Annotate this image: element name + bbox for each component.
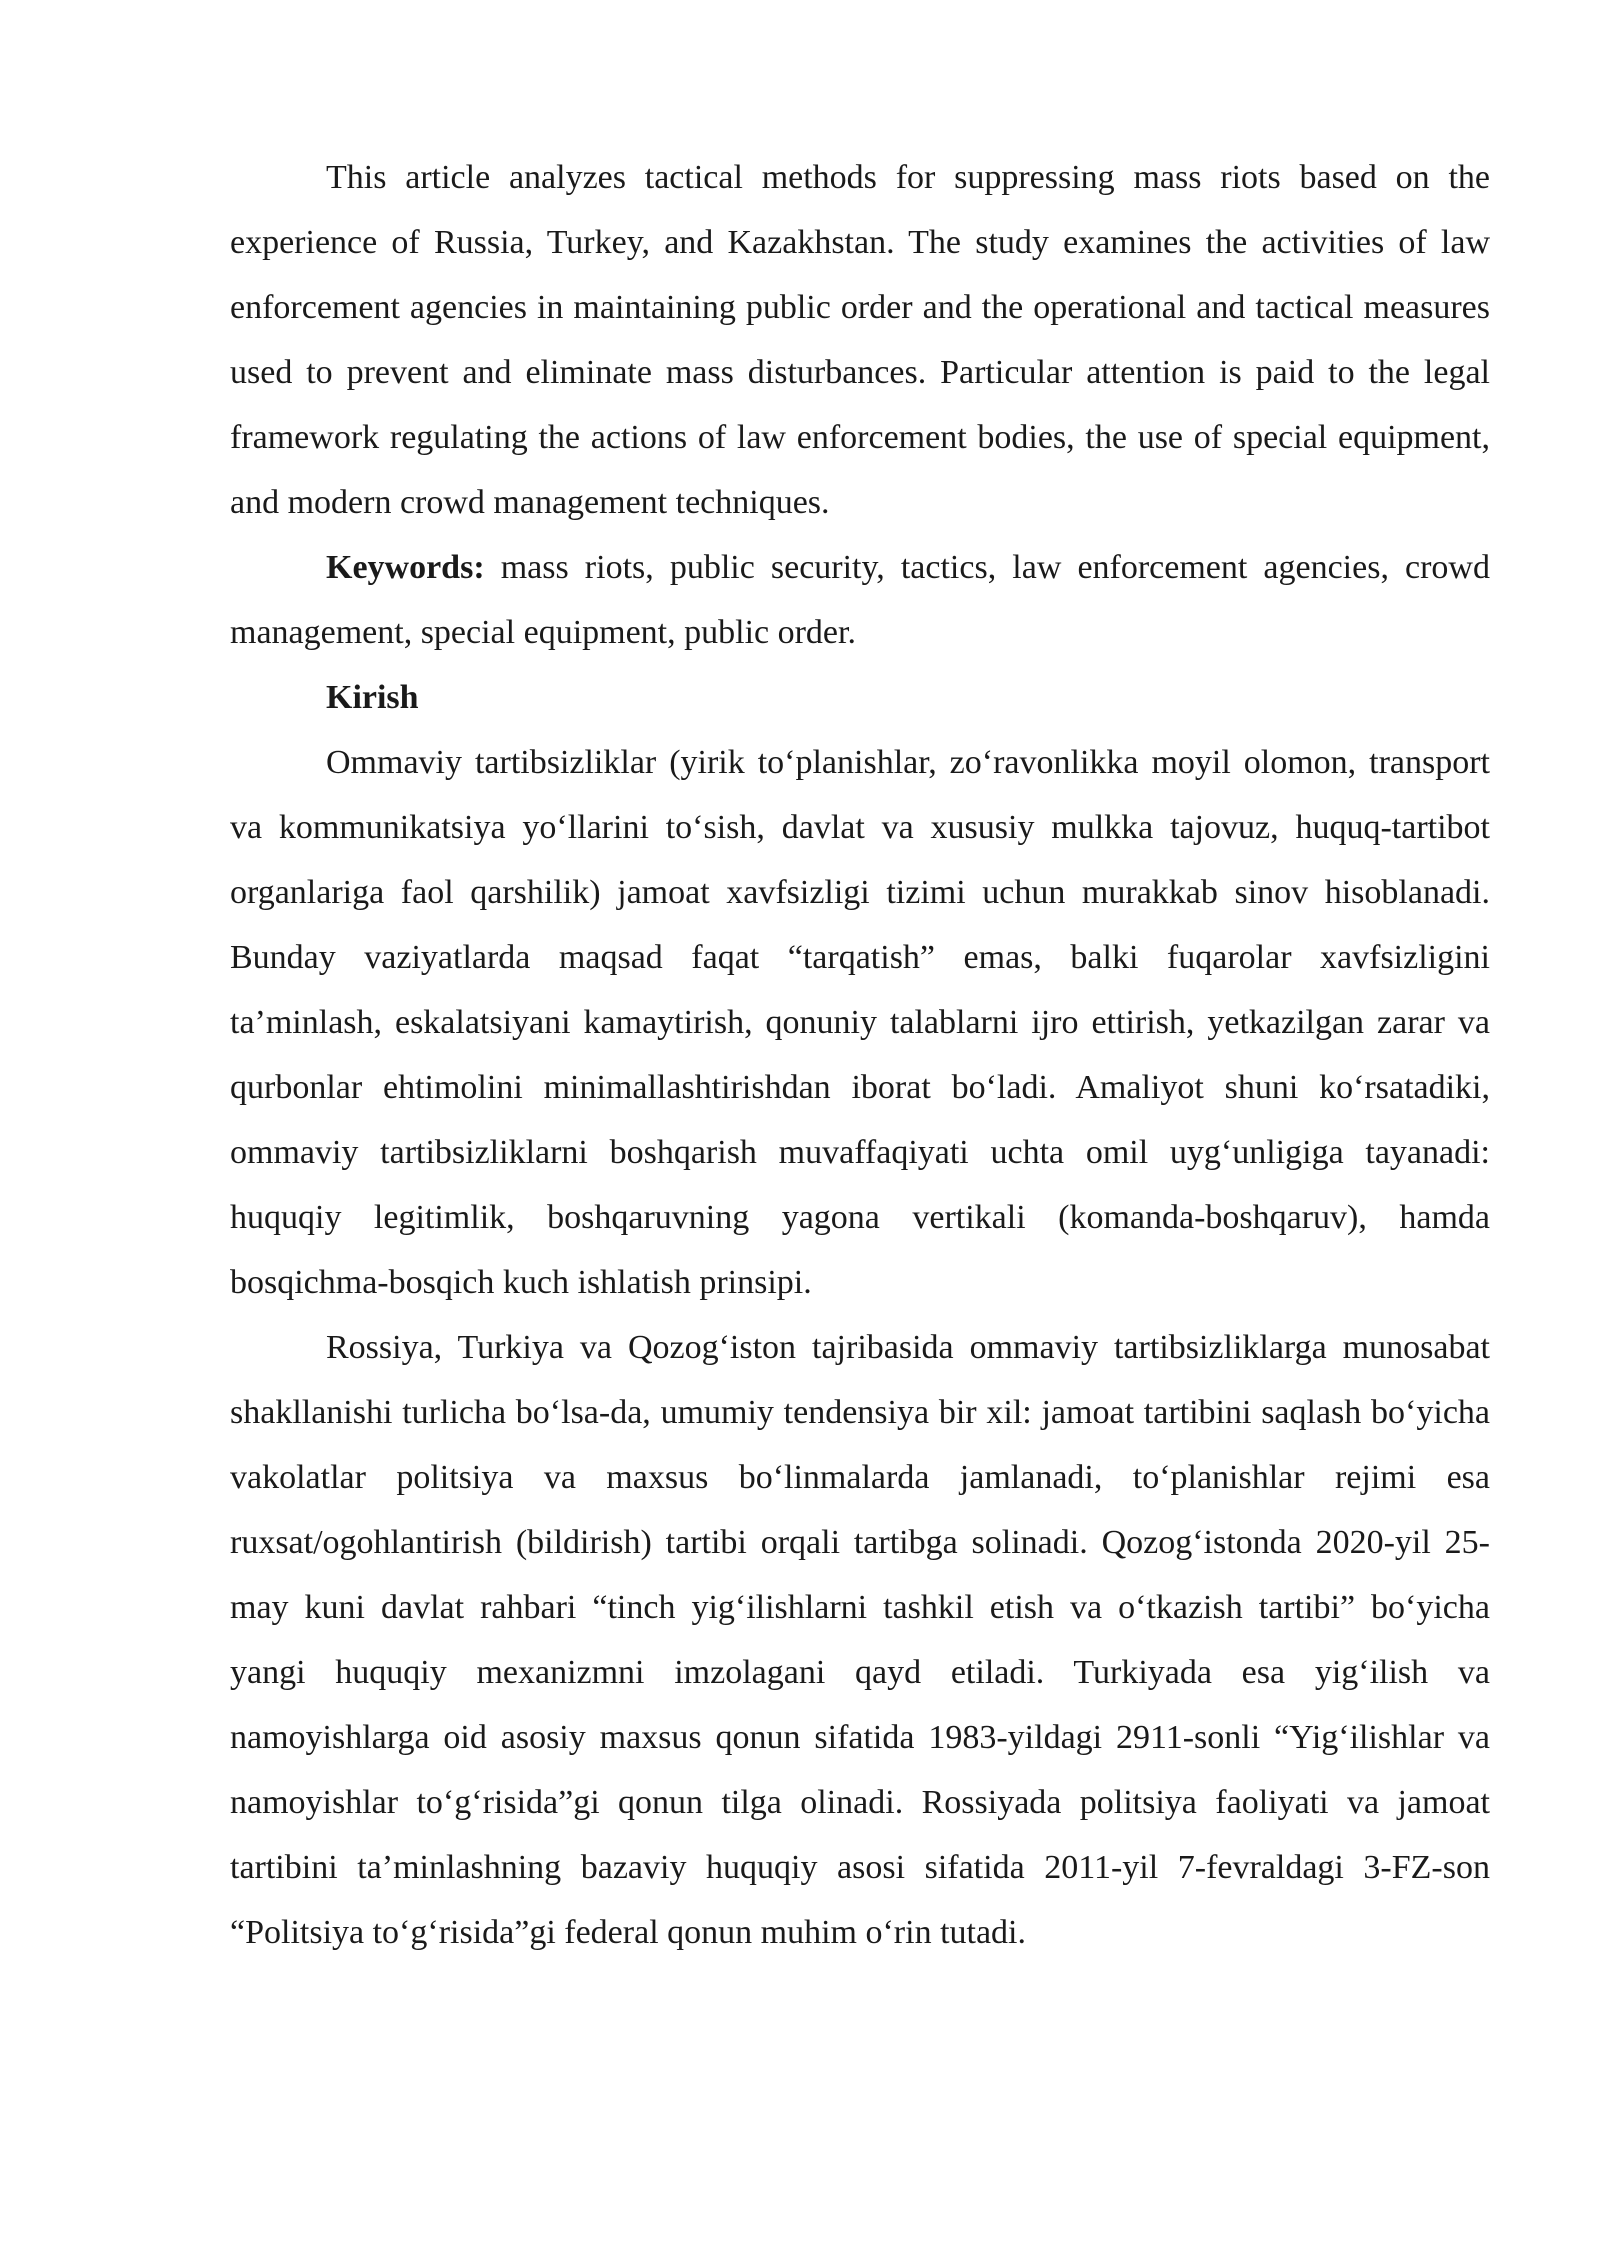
intro-paragraph-2: Rossiya, Turkiya va Qozog‘iston tajribasida ommaviy tartibsizliklarga munosabat shakllanishi turlicha bo‘lsa-da, umumiy tendensiya bir xil: jamoat tartibini saqlash bo‘yicha vakolatlar politsiya va maxsus bo‘linmalarda jamlanadi, to‘planishlar rejimi esa ruxsat/ogohlantirish (bildirish) tartibi orqali tartibga solinadi. Qozog‘istonda 2020-yil 25-may kuni davlat rahbari “tinch yig‘ilishlarni tashkil etish va o‘tkazish tartibi” bo‘yicha yangi huquqiy mexanizmni imzolagani qayd etiladi. Turkiyada esa yig‘ilish va namoyishlarga oid asosiy maxsus qonun sifatida 1983-yildagi 2911-sonli “Yig‘ilishlar va namoyishlar to‘g‘risida”gi qonun tilga olinadi. Rossiyada politsiya faoliyati va jamoat tartibini ta’minlashning bazaviy huquqiy asosi sifatida 2011-yil 7-fevraldagi 3-FZ-son “Politsiya to‘g‘risida”gi federal qonun muhim o‘rin tutadi. (230, 1329, 1490, 1951)
section-heading-intro: Kirish (326, 679, 419, 716)
keywords-label: Keywords: (326, 549, 485, 586)
abstract-paragraph: This article analyzes tactical methods for suppressing mass riots based on the experience of Russia, Turkey, and Kazakhstan. The study examines the activities of law enforcement agencies in maintaining public order and the operational and tactical measures used to prevent and eliminate mass disturbances. Particular attention is paid to the legal framework regulating the actions of law enforcement bodies, the use of special equipment, and modern crowd management techniques. (230, 159, 1490, 521)
keywords-paragraph (230, 535, 1490, 665)
intro-paragraph-1: Ommaviy tartibsizliklar (yirik to‘planishlar, zo‘ravonlikka moyil olomon, transport va kommunikatsiya yo‘llarini to‘sish, davlat va xususiy mulkka tajovuz, huquq-tartibot organlariga faol qarshilik) jamoat xavfsizligi tizimi uchun murakkab sinov hisoblanadi. Bunday vaziyatlarda maqsad faqat “tarqatish” emas, balki fuqarolar xavfsizligini ta’minlash, eskalatsiyani kamaytirish, qonuniy talablarni ijro ettirish, yetkazilgan zarar va qurbonlar ehtimolini minimallashtirishdan iborat bo‘ladi. Amaliyot shuni ko‘rsatadiki, ommaviy tartibsizliklarni boshqarish muvaffaqiyati uchta omil uyg‘unligiga tayanadi: huquqiy legitimlik, boshqaruvning yagona vertikali (komanda-boshqaruv), hamda bosqichma-bosqich kuch ishlatish prinsipi. (230, 744, 1490, 1301)
keywords-text: mass riots, public security, tactics, law enforcement agencies, crowd management, special equipment, public order. (230, 549, 1490, 651)
document-page (230, 145, 1490, 1965)
